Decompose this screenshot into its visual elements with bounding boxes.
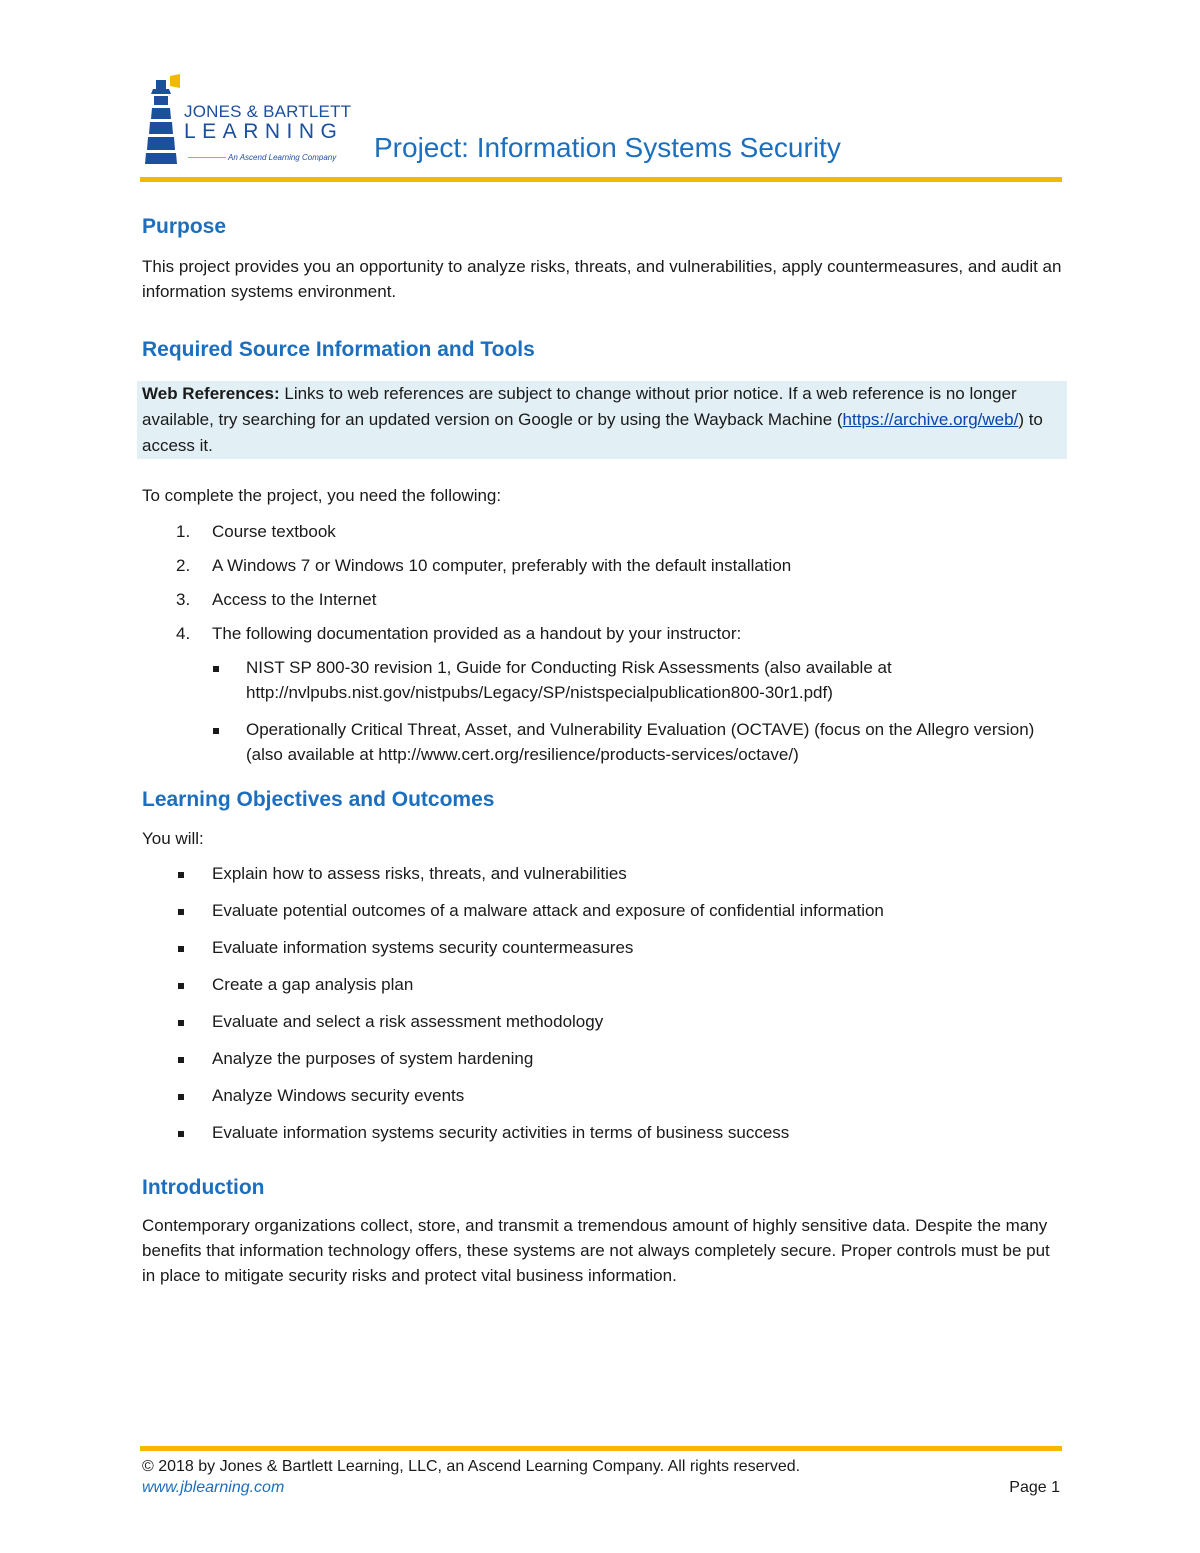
square-bullet-icon <box>213 728 219 734</box>
square-bullet-icon <box>178 909 184 915</box>
callout-text: Links to web references are subject to change without prior notice. If a web reference is no longer available, try searching for an updated version on Google or by using the Wayback Machine ( <box>142 384 1017 429</box>
purpose-text: This project provides you an opportunity to analyze risks, threats, and vulnerabilities, apply countermeasures, and audit an information systems environment. <box>142 257 1062 301</box>
list-item-text: The following documentation provided as a handout by your instructor: <box>212 624 742 643</box>
square-bullet-icon <box>178 946 184 952</box>
sources-heading: Required Source Information and Tools <box>142 338 535 361</box>
documentation-sublist <box>212 655 1062 767</box>
list-item <box>142 935 1062 960</box>
square-bullet-icon <box>178 1020 184 1026</box>
list-number: 3. <box>176 590 191 609</box>
list-item <box>142 1009 1062 1034</box>
list-item-text: Analyze the purposes of system hardening <box>212 1049 534 1068</box>
square-bullet-icon <box>178 1094 184 1100</box>
square-bullet-icon <box>178 983 184 989</box>
document-body <box>142 212 1062 1288</box>
purpose-heading: Purpose <box>142 215 227 238</box>
callout-label: Web References: <box>142 384 280 403</box>
document-title: Project: Information Systems Security <box>374 132 841 163</box>
objectives-intro: You will: <box>142 829 204 848</box>
list-item-text: Course textbook <box>212 522 336 541</box>
logo-text-publisher: JONES & BARTLETT <box>184 102 352 121</box>
list-number: 4. <box>176 624 191 643</box>
square-bullet-icon <box>178 872 184 878</box>
list-item-text: Analyze Windows security events <box>212 1086 465 1105</box>
web-references-callout <box>137 381 1067 459</box>
list-number: 2. <box>176 556 191 575</box>
list-item <box>142 1120 1062 1145</box>
list-item-text: Evaluate information systems security activities in terms of business success <box>212 1123 790 1142</box>
logo-divider <box>188 157 226 158</box>
wayback-link[interactable]: https://archive.org/web/ <box>842 410 1019 429</box>
logo-text-learning: LEARNING <box>184 120 344 143</box>
list-item-text: Create a gap analysis plan <box>212 975 414 994</box>
list-item <box>212 655 1062 705</box>
list-item-text: A Windows 7 or Windows 10 computer, preferably with the default installation <box>212 556 792 575</box>
list-item <box>142 553 1062 578</box>
square-bullet-icon <box>178 1057 184 1063</box>
list-item <box>142 587 1062 612</box>
publisher-logo <box>140 72 355 167</box>
square-bullet-icon <box>178 1131 184 1137</box>
requirements-list <box>142 519 1062 767</box>
list-item <box>142 519 1062 544</box>
footer-rule <box>140 1446 1062 1451</box>
page-footer <box>142 1456 1060 1498</box>
introduction-text: Contemporary organizations collect, store, and transmit a tremendous amount of highly sensitive data. Despite the many benefits that information technology offers, these systems are not always completely secure. Proper controls must be put in place to mitigate security risks and protect vital business information. <box>142 1216 1050 1285</box>
list-item-text: Evaluate and select a risk assessment methodology <box>212 1012 604 1031</box>
list-item-text: NIST SP 800-30 revision 1, Guide for Conducting Risk Assessments (also available at http://nvlpubs.nist.gov/nistpubs/Legacy/SP/nistspecialpublication800-30r1.pdf) <box>246 658 892 702</box>
list-item <box>142 1046 1062 1071</box>
list-item <box>142 621 1062 767</box>
list-item <box>142 1083 1062 1108</box>
list-number: 1. <box>176 522 191 541</box>
list-item-text: Evaluate potential outcomes of a malware attack and exposure of confidential information <box>212 901 884 920</box>
page-header <box>140 72 1062 182</box>
callout-text-end: ) to access it. <box>142 410 1043 455</box>
introduction-heading: Introduction <box>142 1176 265 1199</box>
requirements-intro: To complete the project, you need the following: <box>142 486 502 505</box>
copyright-text: © 2018 by Jones & Bartlett Learning, LLC, an Ascend Learning Company. All rights reserved. <box>142 1458 801 1475</box>
logo-tagline: An Ascend Learning Company <box>228 153 337 162</box>
list-item <box>142 861 1062 886</box>
lighthouse-icon <box>140 72 184 167</box>
list-item <box>142 898 1062 923</box>
list-item <box>212 717 1062 767</box>
header-rule <box>140 177 1062 182</box>
list-item-text: Access to the Internet <box>212 590 377 609</box>
list-item-text: Operationally Critical Threat, Asset, and Vulnerability Evaluation (OCTAVE) (focus on the Allegro version) (also available at http://www.cert.org/resilience/products-services/octave/) <box>246 720 1035 764</box>
page-number: Page 1 <box>1009 1479 1060 1496</box>
list-item-text: Evaluate information systems security countermeasures <box>212 938 634 957</box>
list-item <box>142 972 1062 997</box>
list-item-text: Explain how to assess risks, threats, and vulnerabilities <box>212 864 627 883</box>
website-link[interactable]: www.jblearning.com <box>142 1479 285 1496</box>
objectives-list <box>142 861 1062 1145</box>
square-bullet-icon <box>213 666 219 672</box>
objectives-heading: Learning Objectives and Outcomes <box>142 788 495 811</box>
